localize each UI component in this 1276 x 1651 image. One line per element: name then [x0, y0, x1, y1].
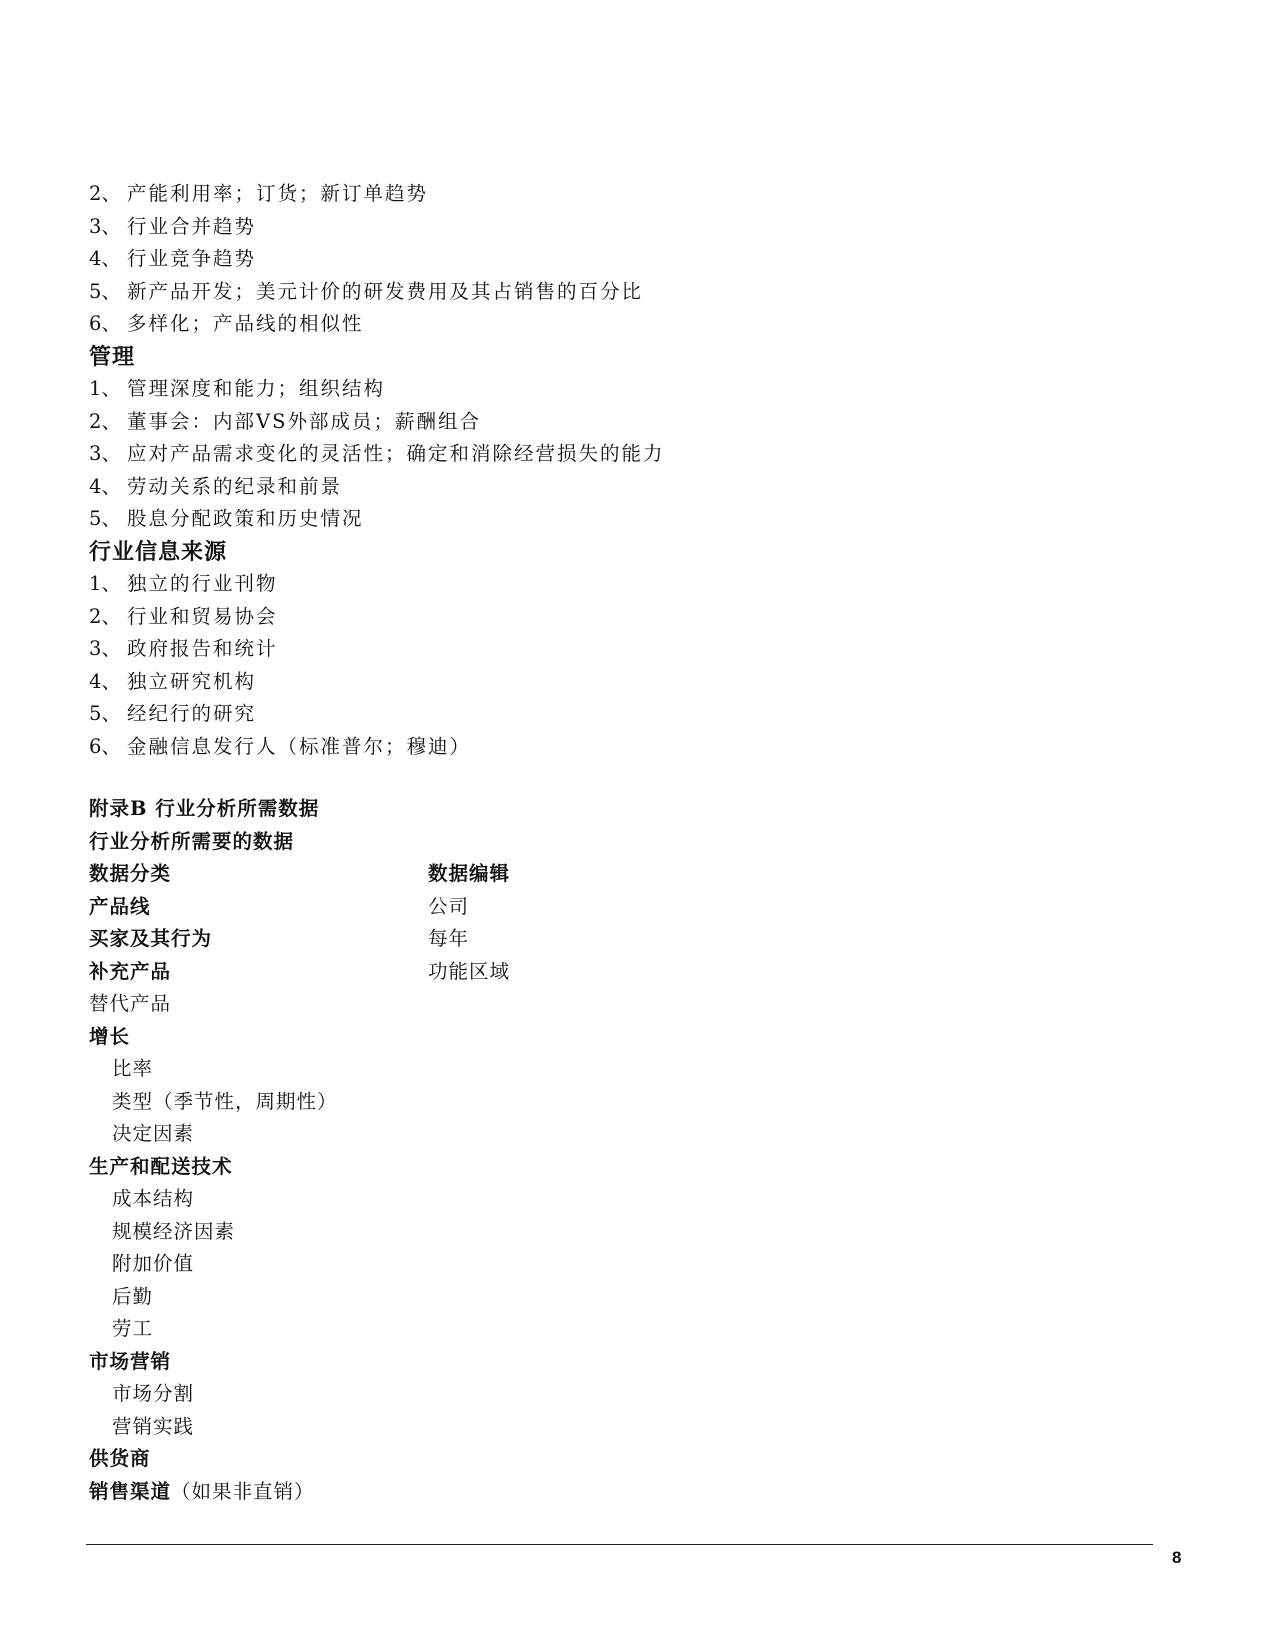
- list-item: 4、 劳动关系的纪录和前景: [89, 474, 343, 498]
- production-heading: 生产和配送技术: [89, 1154, 233, 1178]
- sales-channels-note: （如果非直销）: [171, 1479, 315, 1503]
- list-item: 3、 政府报告和统计: [89, 637, 278, 660]
- suppliers-heading: 供货商: [89, 1447, 151, 1470]
- list-item: 2、 行业和贸易协会: [89, 604, 278, 628]
- growth-heading: 增长: [89, 1024, 131, 1048]
- growth-item: 类型（季节性，周期性）: [112, 1089, 338, 1113]
- appendix-subtitle: 行业分析所需要的数据: [89, 829, 295, 853]
- appendix-row: [89, 956, 1149, 989]
- sales-channels-line: [89, 1476, 1149, 1509]
- management-heading: 管理: [89, 343, 136, 370]
- marketing-heading: 市场营销: [89, 1349, 172, 1373]
- compilation-label: 公司: [428, 894, 470, 918]
- production-item: 后勤: [112, 1284, 154, 1308]
- appendix-column-headers: [89, 858, 1149, 891]
- page-number: 8: [1172, 1548, 1182, 1567]
- list-item: 1、 独立的行业刊物: [89, 572, 278, 595]
- list-item: 1、 管理深度和能力；组织结构: [89, 377, 386, 400]
- category-label: 买家及其行为: [89, 927, 213, 950]
- compilation-label: 功能区域: [428, 959, 511, 983]
- appendix-row: [89, 891, 1149, 924]
- list-item: 5、 新产品开发；美元计价的研发费用及其占销售的百分比: [89, 279, 644, 303]
- list-item: 6、 金融信息发行人（标准普尔；穆迪）: [89, 734, 472, 758]
- industry-list: [89, 178, 1149, 341]
- sources-heading: 行业信息来源: [89, 538, 228, 565]
- marketing-item: 营销实践: [112, 1414, 195, 1438]
- production-item: 成本结构: [112, 1187, 195, 1210]
- substitutes-label: 替代产品: [89, 992, 172, 1015]
- compilation-label: 每年: [428, 927, 470, 950]
- sources-list: [89, 568, 1149, 763]
- production-item: 劳工: [112, 1317, 154, 1340]
- section-gap: [89, 763, 1149, 793]
- list-item: 4、 独立研究机构: [89, 669, 257, 693]
- list-item: 2、 董事会：内部VS外部成员；薪酬组合: [89, 409, 481, 433]
- marketing-item: 市场分割: [112, 1382, 195, 1405]
- list-item: 4、 行业竞争趋势: [89, 247, 257, 270]
- list-item: 2、 产能利用率；订货；新订单趋势: [89, 182, 429, 205]
- category-label: 补充产品: [89, 959, 172, 983]
- growth-item: 决定因素: [112, 1122, 195, 1145]
- list-item: 5、 经纪行的研究: [89, 702, 257, 725]
- category-label: 产品线: [89, 894, 151, 918]
- footer-rule: [86, 1544, 1153, 1545]
- column-header-category: 数据分类: [89, 862, 172, 885]
- list-item: 5、 股息分配政策和历史情况: [89, 507, 364, 530]
- list-item: 6、 多样化；产品线的相似性: [89, 312, 364, 335]
- appendix-title: 附录B 行业分析所需数据: [89, 797, 320, 820]
- management-list: [89, 373, 1149, 536]
- production-item: 附加价值: [112, 1252, 195, 1275]
- production-item: 规模经济因素: [112, 1219, 236, 1243]
- appendix-row: [89, 923, 1149, 956]
- list-item: 3、 行业合并趋势: [89, 214, 257, 238]
- page-content: [89, 178, 1149, 1508]
- list-item: 3、 应对产品需求变化的灵活性；确定和消除经营损失的能力: [89, 442, 665, 465]
- growth-item: 比率: [112, 1057, 154, 1080]
- sales-channels-label: 销售渠道: [89, 1479, 172, 1503]
- column-header-compilation: 数据编辑: [428, 862, 511, 885]
